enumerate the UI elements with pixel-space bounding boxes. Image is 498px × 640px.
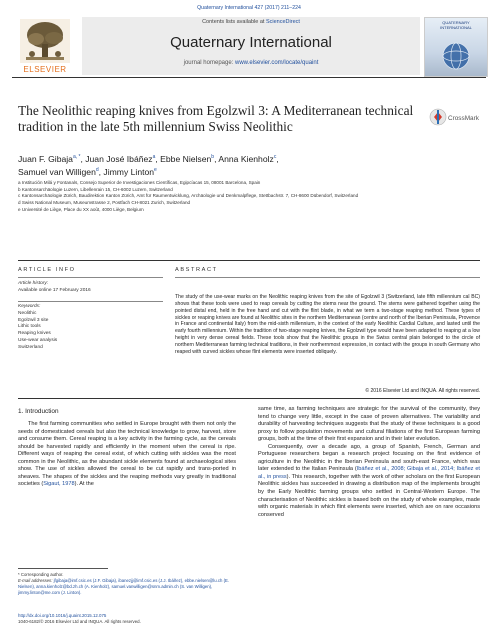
keyword: Switzerland [18,344,43,350]
journal-cover-thumbnail [424,17,488,77]
keyword: Egolzwil 3 site [18,317,49,323]
author-affiliation-mark[interactable]: e [154,167,157,174]
crossmark-label: CrossMark [448,115,479,122]
doi-block [18,613,258,625]
footnote-rule [18,568,108,569]
article-info-rule [18,277,163,278]
author-affiliation-mark[interactable]: d [95,167,99,174]
journal-header [12,17,486,78]
author: Juan F. Gibaja [18,153,73,164]
footnote [18,572,236,596]
article-history [18,281,163,295]
intro-text: The first farming communities who settled in Europe brought with them not only the seeds of domesticated cereals but also the technical knowledge to grow, harvest, store and consume them. Cereal reaping is a key activity in the farming cycle, as the cereals should be harvested rapidly and efficiently in the moment when the cereal is ripe. Different ways of reaping the cereal exist, of which cutting with sickles was the most common in the Neolithic, as the abundant sickle elements found at archaeological sites show. The use of sickles allowed the cereal to be cut rapidly and trans-ported in sheaves. The shapes of the sickles and the reaping methods vary greatly in traditional societies ( [18,421,236,488]
doi-link[interactable]: http://dx.doi.org/10.1016/j.quaint.2015.12.075 [18,613,107,618]
cover-title: QUATERNARY INTERNATIONAL [440,20,472,30]
article-title: The Neolithic reaping knives from Egolzwil 3: A Mediterranean technical tradition in the late 5th millennium Swiss Neolithic [18,103,414,134]
abstract-rule [175,277,480,278]
abstract-copyright: © 2016 Elsevier Ltd and INQUA. All rights reserved. [365,388,480,394]
contents-text: Contents lists available at [202,19,266,25]
keyword: Neolithic [18,310,37,316]
corresponding-author-note: * Corresponding author. [18,572,64,577]
citation-link[interactable]: Ibáñez et al., 2008; Gibaja et al., 2014; Ibáñez et al., in press [258,466,480,480]
affiliation: d Swiss National Museum, Museumstrasse 2, Postfach CH-8021 Zurich, Switzerland [18,200,191,206]
journal-name: Quaternary International [170,34,332,51]
author-affiliation-mark[interactable]: a [152,154,156,160]
author: Anna Kienholz [218,153,274,164]
homepage-link[interactable]: www.elsevier.com/locate/quaint [235,60,319,66]
keyword: Reaping knives [18,331,51,337]
history-label: Article history: [18,281,49,286]
author: Jimmy Linton [103,167,155,178]
author-affiliation-mark[interactable]: b [211,154,215,160]
intro-right-column [258,406,480,519]
abstract-heading: ABSTRACT [175,267,218,273]
intro-text: ). At the [74,481,94,488]
author-affiliation-mark[interactable]: c [273,154,277,160]
affiliation-list [18,180,478,214]
contents-line [82,19,420,25]
affiliation: e Université de Liège, Place du XX août, 4000 Liège, Belgium [18,206,144,212]
affiliation: b Kantonsarchäologie Luzern, Libellenrain 15, CH-6002 Luzern, Switzerland [18,186,173,192]
journal-banner [82,17,420,75]
author: Ebbe Nielsen [160,153,212,164]
author: Juan José Ibáñez [85,153,153,164]
affiliation: a Institución Milá y Fontanals, Consejo Superior de Investigaciones Científicas, Egipcíacas 15, 08001 Barcelona, Spain [18,180,261,185]
author-list: Juan F. Gibaja$^{a, *}$, Juan José Ibáñez$^a$, Ebbe Nielsen$^b$, Anna Kienholz$^c$, Samuel van Willigen$^d$, Jimmy Linton$^e$ [18,153,279,178]
author-affiliation-mark[interactable]: a, * [72,154,81,160]
abstract-text: The study of the use-wear marks on the Neolithic reaping knives from the site of Egolzwil 3 (Switzerland, late fifth millennium cal BC) shows that these tools were used to reap cereals by cutting the stems near the ground. The stems were gathered together using the pointed distal end, held in the free hand and cut with the flint blade, in what we term a two-stage reaping method. These types of sickles or reaping knives are found at Neolithic sites in the northern Mediterranean (centre and north of the Iberian Peninsula, Provence in France and continental Italy) from the mid-sixth millennium, in the context of the early Neolithic Cardial Culture, and lasted until the early fourth millennium. Within the tradition of two-stage reaping knives, the Egolzwil type would have been adapted to reaping at a low height in very dense cereal fields. These tools show that the Neolithic groups in the Swiss central plain belonged to the circle of northern Mediterranean farming technical traditions, in their northernmost expression, in contact with the groups in south Germany who reaped with curved sickles whose flint elements were inserted obliquely. [175,294,480,355]
citation-link[interactable]: Sigaut, 1978 [43,481,75,488]
intro-paragraph: same time, as farming techniques are strategic for the survival of the community, they tend to change very little, except in the case of proven alternatives. The variability and durability of harvesting techniques suggests that the study of these techniques is a good proxy to follow population movements and cultural filiations of the first European farming groups, both at the time of their first expansion and in their later evolution. [258,406,480,443]
author: Samuel van Willigen [18,167,96,178]
keyword: Lithic tools [18,324,41,330]
intro-paragraph [18,421,236,489]
journal-homepage [82,60,420,66]
intro-text: ). This research, together with the work of other scholars on the first European Neolithic sickles has succeeded in drawing a distribution map of the implements brought by the Early Neolithic farming groups who settled in Central-Western Europe. The characterisation of Neolithic sickles is based both on the study of whole examples, made with organic materials in which flint elements were inserted, which are on rare occasions conserved [258,473,481,518]
article-info-heading: ARTICLE INFO [18,267,76,273]
history-value: Available online 17 February 2016 [18,287,91,293]
crossmark-icon[interactable] [429,106,479,130]
email-list[interactable]: jfgibaja@imf.csic.es (J.F. Gibaja), ibanezjj@imf.csic.es (J.J. Ibáñez), ebbe.nielsen@lu.ch (E. Nielsen), anna.kienholz@bd.zh.ch (A. Kienholz), samuel.vanwilligen@snm.admin.ch (S. van Willigen), jimmy.linton@me.com (J. Linton). [18,578,230,595]
intro-left-column [18,421,236,489]
section-divider [18,398,480,399]
article-info-rule [18,301,163,302]
keyword: Use-wear analysis [18,337,58,343]
intro-text: Consequently, over a decade ago, a group of Spanish, French, German and Portuguese researchers began a research project focusing on the first evidence of agriculture in the Neolithic in the Iberian Peninsula and south-east France, which was later extended to the Italian Peninsula ( [258,443,480,473]
affiliation: c Kantonsarchäologie Zürich, Baudirektion Kanton Zürich, Amt für Raumentwicklung, Archäologie und Denkmalpflege, Stettbachstr. 7, CH-8600 Dübendorf, Switzerland [18,193,359,199]
intro-paragraph [258,444,480,519]
homepage-label: journal homepage: [183,60,235,66]
section-divider [18,260,480,261]
keyword-list [18,304,163,352]
sciencedirect-link[interactable]: ScienceDirect [265,19,300,25]
issn-copyright: 1040-6182/© 2016 Elsevier Ltd and INQUA. All rights reserved. [18,618,141,624]
email-label: E-mail addresses: [18,578,54,583]
introduction-heading: 1. Introduction [18,408,59,415]
publisher-name: ELSEVIER [23,65,67,74]
email-addresses [18,578,236,596]
journal-reference[interactable]: Quaternary International 427 (2017) 211–224 [197,5,301,11]
cover-globe-icon [439,40,473,72]
keywords-label: Keywords: [18,304,41,309]
